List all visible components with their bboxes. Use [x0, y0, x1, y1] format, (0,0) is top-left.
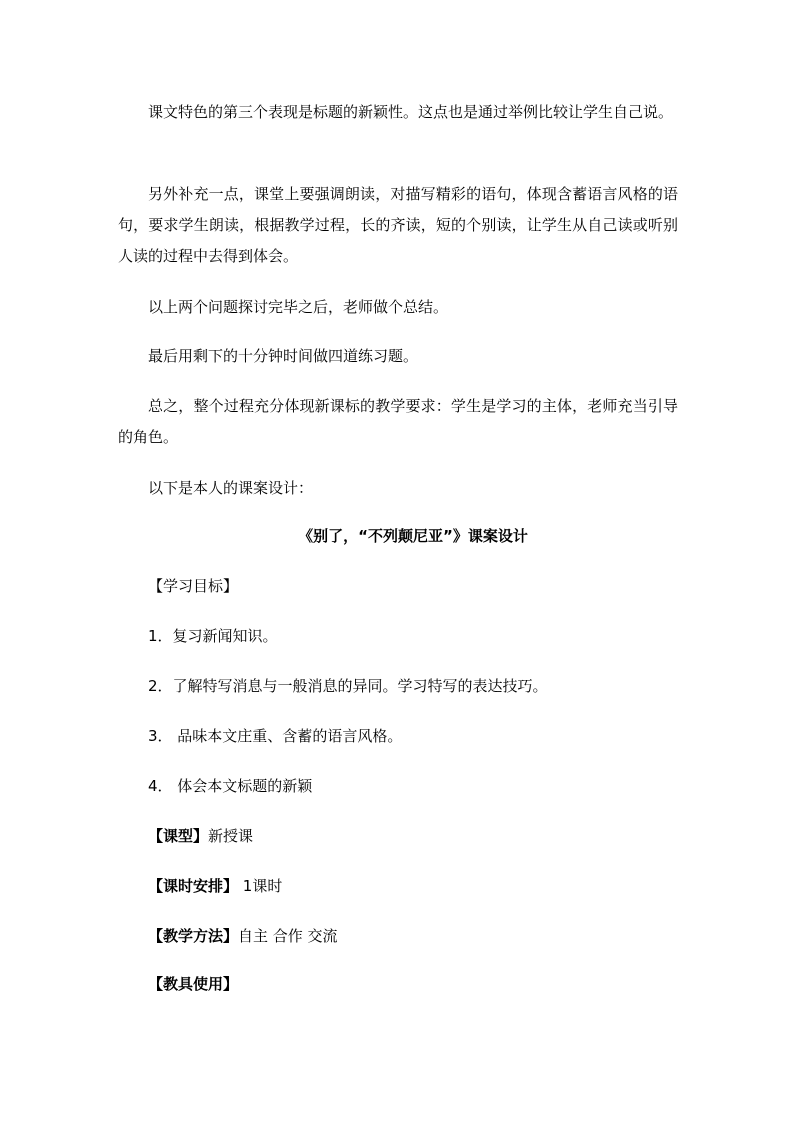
paragraph-intro-plan: 以下是本人的课案设计： [148, 479, 314, 497]
course-type-label: 【课型】 [148, 827, 209, 845]
objective-item-4: 4． 体会本文标题的新颖 [148, 777, 313, 795]
objective-item-3: 3． 品味本文庄重、含蓄的语言风格。 [148, 727, 403, 745]
course-type-line [118, 821, 678, 852]
objective-item-2: 2．了解特写消息与一般消息的异同。学习特写的表达技巧。 [148, 677, 548, 695]
schedule-value: 1课时 [238, 877, 283, 895]
paragraph-conclusion: 总之，整个过程充分体现新课标的教学要求：学生是学习的主体，老师充当引导的角色。 [118, 397, 678, 446]
paragraph-title-novelty: 课文特色的第三个表现是标题的新颖性。这点也是通过举例比较让学生自己说。 [148, 103, 674, 121]
tools-heading: 【教具使用】 [148, 975, 239, 993]
paragraph-reading-emphasis: 另外补充一点，课堂上要强调朗读，对描写精彩的语句，体现含蓄语言风格的语句，要求学生朗读，根据教学过程，长的齐读，短的个别读，让学生从自己读或听别人读的过程中去得到体会。 [118, 185, 678, 265]
method-line [118, 921, 678, 952]
objectives-heading: 【学习目标】 [148, 577, 239, 595]
paragraph-summary: 以上两个问题探讨完毕之后，老师做个总结。 [148, 298, 449, 316]
method-value: 自主 合作 交流 [238, 927, 338, 945]
lesson-plan-title: 《别了，“不列颠尼亚”》课案设计 [298, 527, 528, 545]
paragraph-exercises: 最后用剩下的十分钟时间做四道练习题。 [148, 347, 419, 365]
objective-item-1: 1．复习新闻知识。 [148, 627, 278, 645]
schedule-line [118, 871, 678, 902]
schedule-label: 【课时安排】 [148, 877, 239, 895]
course-type-value: 新授课 [208, 827, 254, 845]
method-label: 【教学方法】 [148, 927, 239, 945]
